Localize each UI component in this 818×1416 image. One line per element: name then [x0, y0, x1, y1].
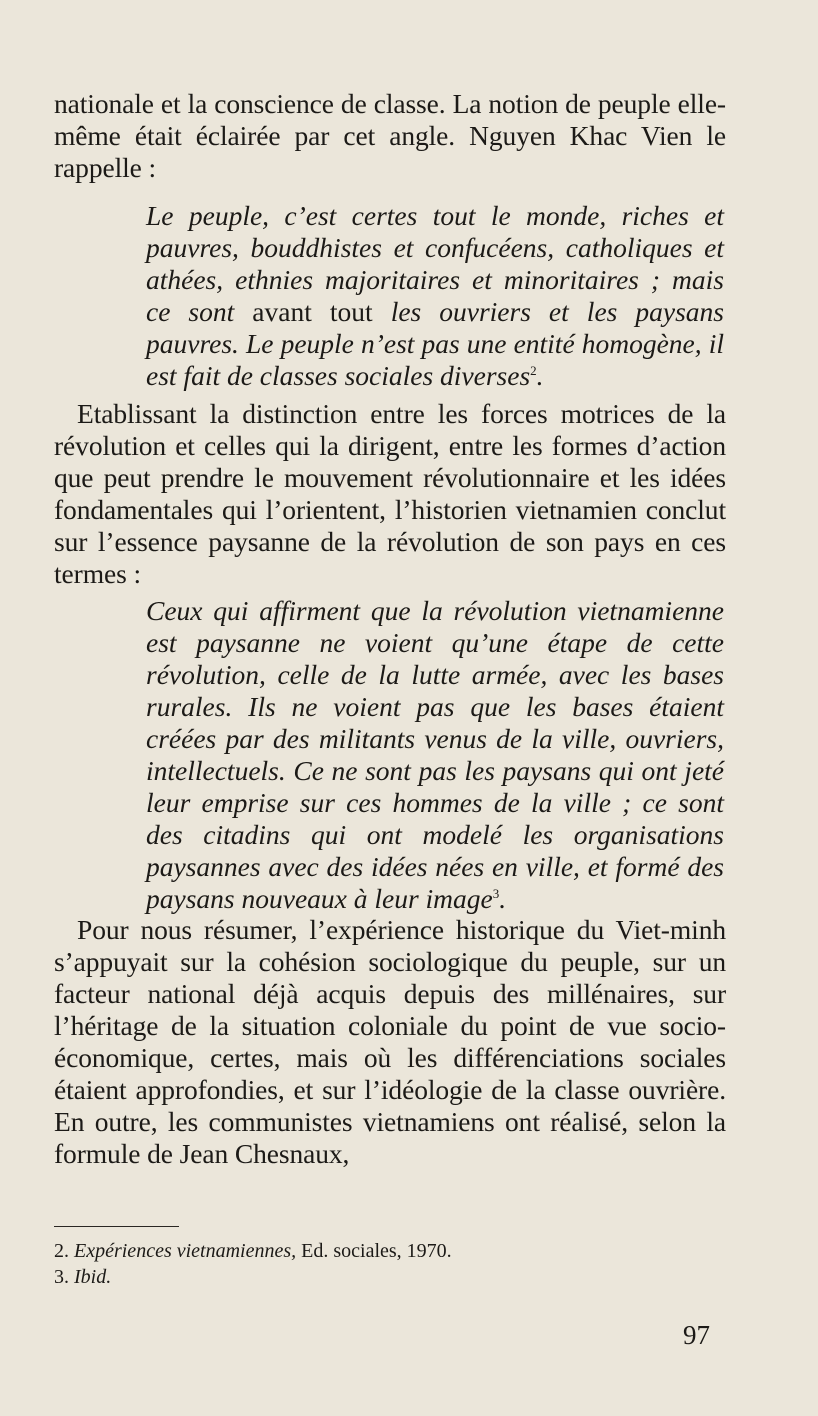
footnote-2 — [54, 1238, 726, 1264]
paragraph-2: Etablissant la distinction entre les forces motrices de la révolution et celles qui la dirigent, entre les formes d’action que peut prendre le mouvement révolutionnaire et les idées fondamentales qui l’orientent, l’historien vietnamien conclut sur l’essence paysanne de la révolution de son pays en ces termes : — [54, 398, 726, 589]
quote-2-end: . — [499, 883, 507, 914]
paragraph-1: nationale et la conscience de classe. La notion de peuple elle-même était éclairée par cet angle. Nguyen Khac Vien le rappelle : — [54, 88, 726, 183]
page-number: 97 — [683, 1320, 710, 1350]
paragraph-3: Pour nous résumer, l’expérience historique du Viet-minh s’appuyait sur la cohésion sociologique du peuple, sur un facteur national déjà acquis depuis des millénaires, sur l’héritage de la situation coloniale du point de vue socio-économique, certes, mais où les différenciations sociales étaient approfondies, et sur l’idéologie de la classe ouvrière. En outre, les communistes vietnamiens ont réalisé, selon la formule de Jean Chesnaux, — [54, 914, 726, 1169]
footnote-ref-3: 3 — [492, 885, 500, 901]
quote-1-part-a: Le peuple, c’est certes tout le monde, riches et pauvres, bouddhistes et confucéens, catholiques et athées, ethnies majoritaires et minoritaires ; mais ce sont — [146, 200, 724, 327]
body-text-bottom — [54, 914, 726, 1170]
block-quote-1 — [146, 200, 724, 392]
footnotes — [54, 1238, 726, 1290]
block-quote-2 — [146, 595, 724, 915]
quote-1-part-b: avant tout — [234, 296, 391, 327]
footnote-3-number: 3. — [54, 1266, 69, 1288]
quote-1-end: . — [536, 360, 544, 391]
footnote-2-rest: Ed. sociales, 1970. — [296, 1240, 452, 1262]
footnote-2-title: Expériences vietnamiennes, — [74, 1240, 297, 1262]
footnote-divider — [54, 1226, 179, 1227]
footnote-2-number: 2. — [54, 1240, 69, 1262]
footnote-3 — [54, 1264, 726, 1290]
footnote-3-title: Ibid. — [74, 1266, 112, 1288]
quote-2-text: Ceux qui affirment que la révolution vietnamienne est paysanne ne voient qu’une étape de cette révolution, celle de la lutte armée, avec les bases rurales. Ils ne voient pas que les bases étaient créées par des militants venus de la ville, ouvriers, intellectuels. Ce ne sont pas les paysans qui ont jeté leur emprise sur ces hommes de la ville ; ce sont des citadins qui ont modelé les organisations paysannes avec des idées nées en ville, et formé des paysans nouveaux à leur image — [146, 595, 724, 914]
body-text-middle — [54, 398, 726, 590]
body-text-top — [54, 88, 726, 184]
footnote-ref-2: 2 — [530, 362, 537, 378]
quote-1-part-c: les ouvriers et les paysans pauvres. Le peuple n’est pas une entité homogène, il est fait de classes sociales diverses — [146, 296, 724, 391]
